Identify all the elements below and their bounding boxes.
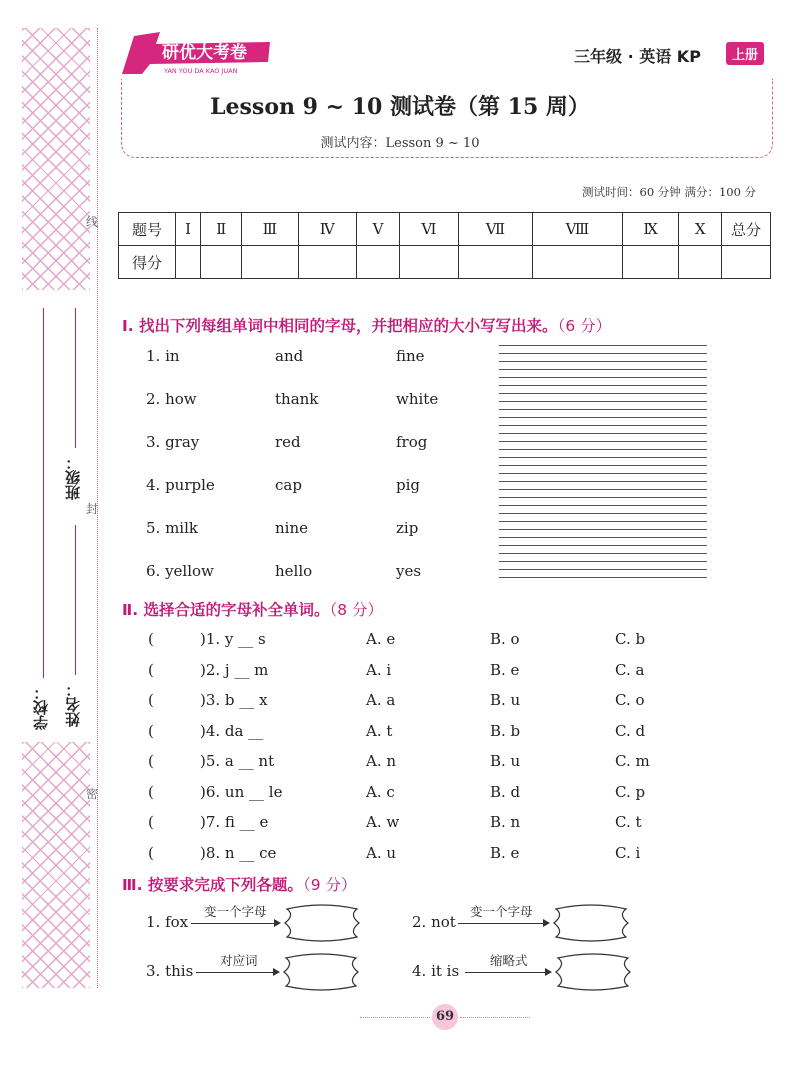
s2-option-c: C. p xyxy=(615,782,646,801)
s2-option-c: C. a xyxy=(615,660,645,679)
score-cell[interactable] xyxy=(176,246,201,279)
s2-option-a: A. n xyxy=(366,752,397,770)
writing-line[interactable] xyxy=(499,385,707,386)
writing-line[interactable] xyxy=(499,505,707,506)
score-head-cell: Ⅴ xyxy=(356,213,399,246)
score-head-cell: 总分 xyxy=(722,213,771,246)
score-head-cell: Ⅵ xyxy=(400,213,459,246)
answer-bracket[interactable]: ( xyxy=(148,660,154,679)
writing-line[interactable] xyxy=(499,569,707,570)
s1-word: zip xyxy=(396,519,419,537)
s3-word-1: 1. fox xyxy=(146,913,189,931)
answer-bracket[interactable]: ( xyxy=(148,813,154,831)
score-head-cell: Ⅳ xyxy=(298,213,356,246)
grade-subject: 三年级 · 英语 KP xyxy=(574,47,701,66)
writing-line[interactable] xyxy=(499,417,707,418)
logo-text: 研优大考卷 xyxy=(162,43,247,63)
s3-word-3: 3. this xyxy=(146,962,194,980)
volume-badge: 上册 xyxy=(726,42,764,65)
score-head-cell: Ⅲ xyxy=(242,213,298,246)
section1-title xyxy=(122,314,611,336)
score-row-label: 得分 xyxy=(119,246,176,279)
writing-line[interactable] xyxy=(499,361,707,362)
s1-word: yes xyxy=(396,562,422,580)
s3-word-2: 2. not xyxy=(412,913,456,931)
s2-option-b: B. n xyxy=(490,813,521,831)
name-label: 姓名： xyxy=(64,682,82,727)
writing-line[interactable] xyxy=(499,481,707,482)
s2-option-b: B. d xyxy=(490,782,521,801)
score-head-cell: Ⅱ xyxy=(201,213,242,246)
s1-word: 2. how xyxy=(146,390,197,408)
score-cell[interactable] xyxy=(356,246,399,279)
s2-option-c: C. m xyxy=(615,752,650,770)
section3-points: （9 分） xyxy=(302,876,357,894)
page-number-dots-left xyxy=(360,1017,430,1018)
score-head-cell: Ⅶ xyxy=(458,213,532,246)
s2-option-b: B. e xyxy=(490,843,520,862)
school-blank-line[interactable] xyxy=(43,308,44,678)
writing-line[interactable] xyxy=(499,529,707,530)
writing-line[interactable] xyxy=(499,545,707,546)
score-table-score-row xyxy=(119,246,771,279)
s2-option-a: A. i xyxy=(366,660,392,679)
writing-line[interactable] xyxy=(499,489,707,490)
class-blank-line[interactable] xyxy=(75,308,76,448)
s2-option-a: A. c xyxy=(366,782,395,801)
class-label: 班级： xyxy=(64,455,82,500)
score-cell[interactable] xyxy=(722,246,771,279)
score-cell[interactable] xyxy=(622,246,678,279)
section3-title-text: Ⅲ. 按要求完成下列各题。 xyxy=(122,876,303,894)
writing-line[interactable] xyxy=(499,473,707,474)
page-subtitle: 测试内容：Lesson 9 ~ 10 xyxy=(320,136,480,151)
section2-points: （8 分） xyxy=(329,601,384,619)
score-cell[interactable] xyxy=(533,246,623,279)
section1-title-text: Ⅰ. 找出下列每组单词中相同的字母，并把相应的大小写写出来。 xyxy=(122,317,558,335)
margin-hatch-bottom xyxy=(22,742,90,988)
answer-frame-4[interactable] xyxy=(550,952,636,992)
score-head-cell: 题号 xyxy=(119,213,176,246)
answer-bracket[interactable]: ( xyxy=(148,721,154,740)
writing-line[interactable] xyxy=(499,401,707,402)
s1-word: 4. purple xyxy=(146,476,215,494)
s1-word: 5. milk xyxy=(146,519,198,537)
writing-line[interactable] xyxy=(499,409,707,410)
logo-subtext: YAN YOU DA KAO JUAN xyxy=(164,67,238,75)
s2-option-b: B. b xyxy=(490,721,521,740)
s3-arrow-2 xyxy=(458,923,548,924)
time-info: 测试时间：60 分钟 满分：100 分 xyxy=(582,185,757,199)
section1-points: （6 分） xyxy=(557,317,612,335)
s2-option-a: A. w xyxy=(366,813,400,831)
s1-word: and xyxy=(275,347,304,365)
page-number-dots-right xyxy=(460,1017,530,1018)
s1-word: white xyxy=(396,390,439,408)
score-table xyxy=(118,212,771,279)
writing-line[interactable] xyxy=(499,561,707,562)
page-number: 69 xyxy=(432,1004,458,1030)
s2-question: )8. n __ ce xyxy=(200,843,277,862)
s2-question: )6. un __ le xyxy=(200,782,283,801)
s2-option-a: A. a xyxy=(366,691,396,709)
school-label: 学校： xyxy=(32,685,50,730)
seal-char-seal: 封 xyxy=(86,502,99,516)
s3-hint-3: 对应词 xyxy=(220,953,258,968)
score-cell[interactable] xyxy=(298,246,356,279)
writing-line[interactable] xyxy=(499,441,707,442)
writing-line[interactable] xyxy=(499,577,707,578)
s2-option-c: C. b xyxy=(615,630,646,648)
s2-option-a: A. e xyxy=(366,630,396,648)
writing-line[interactable] xyxy=(499,521,707,522)
page-title: Lesson 9 ~ 10 测试卷（第 15 周） xyxy=(210,94,590,120)
s2-option-b: B. u xyxy=(490,752,521,770)
answer-bracket[interactable]: ( xyxy=(148,843,154,862)
writing-line[interactable] xyxy=(499,449,707,450)
s1-word: hello xyxy=(275,562,313,580)
s1-word: pig xyxy=(396,476,421,494)
writing-line[interactable] xyxy=(499,369,707,370)
answer-bracket[interactable]: ( xyxy=(148,752,154,770)
s1-word: fine xyxy=(396,347,425,365)
writing-line[interactable] xyxy=(499,537,707,538)
score-cell[interactable] xyxy=(400,246,459,279)
s2-option-c: C. d xyxy=(615,721,646,740)
writing-line[interactable] xyxy=(499,433,707,434)
brand-logo xyxy=(120,30,272,76)
answer-bracket[interactable]: ( xyxy=(148,691,154,709)
writing-line[interactable] xyxy=(499,497,707,498)
section2-title xyxy=(122,598,383,620)
answer-frame-2[interactable] xyxy=(548,903,634,943)
score-head-cell: Ⅷ xyxy=(533,213,623,246)
score-head-cell: Ⅹ xyxy=(679,213,722,246)
score-cell[interactable] xyxy=(201,246,242,279)
s2-option-c: C. t xyxy=(615,813,642,831)
writing-line[interactable] xyxy=(499,345,707,346)
s3-hint-1: 变一个字母 xyxy=(204,904,267,919)
s3-hint-4: 缩略式 xyxy=(490,953,528,968)
score-head-cell: Ⅸ xyxy=(622,213,678,246)
s1-word: cap xyxy=(275,476,302,494)
answer-bracket[interactable]: ( xyxy=(148,782,154,801)
score-cell[interactable] xyxy=(679,246,722,279)
s2-question: )3. b __ x xyxy=(200,691,268,709)
s1-word: frog xyxy=(396,433,428,451)
s2-option-c: C. i xyxy=(615,843,641,862)
seal-char-dense: 密 xyxy=(86,787,99,801)
s1-word: 6. yellow xyxy=(146,562,214,580)
writing-line[interactable] xyxy=(499,393,707,394)
answer-bracket[interactable]: ( xyxy=(148,630,154,648)
s1-word: 3. gray xyxy=(146,433,200,451)
section3-title xyxy=(122,873,357,895)
s1-word: 1. in xyxy=(146,347,180,365)
s2-question: )4. da __ xyxy=(200,721,264,740)
s3-hint-2: 变一个字母 xyxy=(470,904,533,919)
answer-frame-3[interactable] xyxy=(278,952,364,992)
s2-option-a: A. t xyxy=(366,721,393,740)
s3-arrow-3 xyxy=(196,972,278,973)
seal-char-line: 线 xyxy=(86,215,99,229)
writing-line[interactable] xyxy=(499,553,707,554)
s2-option-c: C. o xyxy=(615,691,645,709)
writing-line[interactable] xyxy=(499,425,707,426)
writing-line[interactable] xyxy=(499,465,707,466)
s3-arrow-4 xyxy=(465,972,550,973)
s2-question: )7. fi __ e xyxy=(200,813,269,831)
writing-line[interactable] xyxy=(499,457,707,458)
s2-option-b: B. e xyxy=(490,660,520,679)
writing-line[interactable] xyxy=(499,513,707,514)
writing-line[interactable] xyxy=(499,353,707,354)
s2-option-b: B. u xyxy=(490,691,521,709)
s2-question: )1. y __ s xyxy=(200,630,266,648)
score-cell[interactable] xyxy=(458,246,532,279)
margin-hatch-top xyxy=(22,28,90,290)
section2-title-text: Ⅱ. 选择合适的字母补全单词。 xyxy=(122,601,330,619)
score-cell[interactable] xyxy=(242,246,298,279)
s1-word: thank xyxy=(275,390,319,408)
s2-option-b: B. o xyxy=(490,630,520,648)
s1-word: nine xyxy=(275,519,308,537)
s3-word-4: 4. it is xyxy=(412,962,460,980)
s3-arrow-1 xyxy=(191,923,279,924)
s1-word: red xyxy=(275,433,301,451)
s2-question: )5. a __ nt xyxy=(200,752,275,770)
s2-question: )2. j __ m xyxy=(200,660,269,679)
s2-option-a: A. u xyxy=(366,843,397,862)
answer-frame-1[interactable] xyxy=(279,903,365,943)
score-head-cell: Ⅰ xyxy=(176,213,201,246)
name-blank-line[interactable] xyxy=(75,525,76,675)
writing-line[interactable] xyxy=(499,377,707,378)
score-table-header-row xyxy=(119,213,771,246)
